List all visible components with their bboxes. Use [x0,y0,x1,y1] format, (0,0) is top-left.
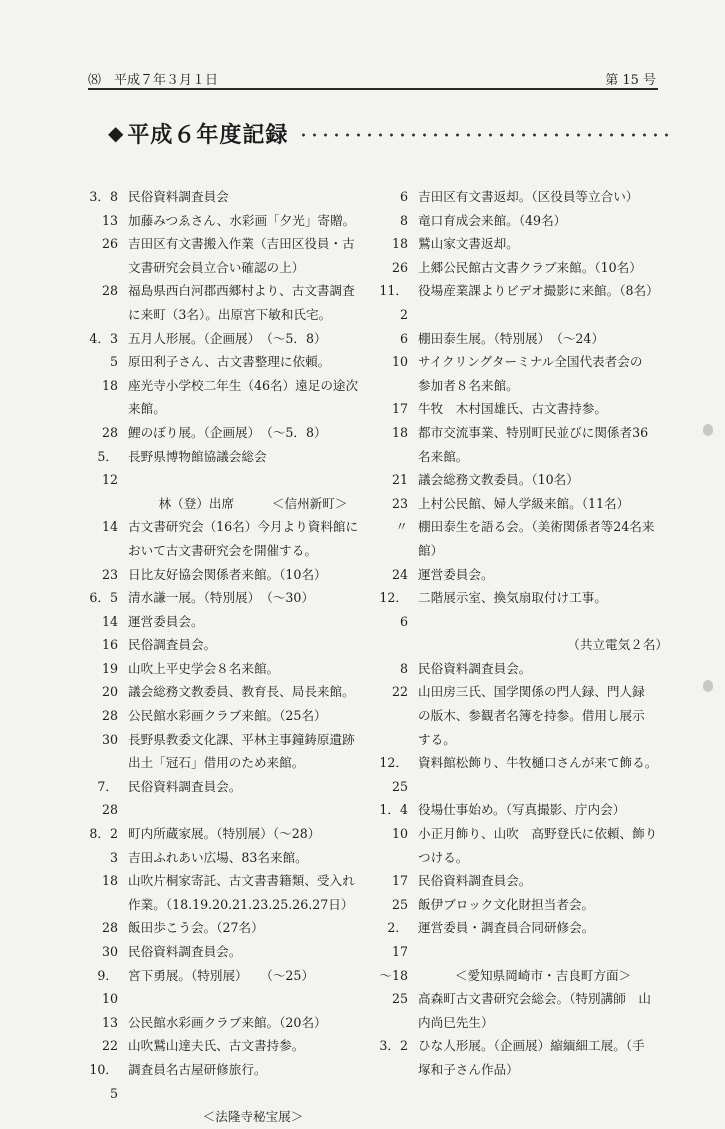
entry-text: 民俗資料調査員会。 [418,660,532,676]
entry-text: ＜愛知県岡崎市・吉良町方面＞ [454,967,632,983]
entry-date [378,1011,418,1035]
entry-date [378,846,418,870]
entry-date [378,539,418,563]
binding-hole [703,680,713,692]
entry-text: ひな人形展。（企画展）縮緬細工展。（手 [418,1038,645,1054]
record-row [88,303,378,327]
entry-date [378,704,418,728]
entry-text: 吉田区有文書搬入作業（吉田区役員・古 [128,236,355,252]
record-row [88,869,378,893]
entry-date: 26 [391,259,408,275]
record-row [378,327,668,351]
entry-date [88,256,128,280]
record-row [378,515,668,539]
entry-date: 24 [391,566,408,582]
record-row [88,539,378,563]
entry-text: 運営委員会。 [128,613,204,629]
record-row [88,397,378,421]
record-row [88,327,378,351]
entry-text: 棚田泰生を語る会。（美術関係者等24名来 [418,519,655,535]
record-row [88,775,378,822]
entry-date: 25 [391,991,408,1007]
entry-date: 19 [101,660,118,676]
record-row [88,563,378,587]
entry-date: 14 [101,519,118,535]
entry-text: 山吹片桐家寄託、古文書書籍類、受入れ [128,873,355,889]
record-row [88,1105,378,1129]
entry-date: 2．17 [387,920,408,959]
entry-date [88,492,128,516]
entry-date [88,539,128,563]
record-row [378,893,668,917]
entry-date: 6．5 [89,590,118,606]
record-row [378,563,668,587]
section-title-text: 平成６年度記録 [127,121,289,148]
entry-date: 8 [399,660,408,676]
entry-date: 30 [101,944,118,959]
entry-text: 長野県教委文化課、平林主事鐘鋳原遺跡 [128,731,355,747]
record-row [88,633,378,657]
record-row [88,185,378,209]
entry-date: 11．2 [379,283,408,322]
diamond-bullet-icon: ◆ [108,121,124,145]
entry-date: 14 [101,613,118,629]
entry-text: 名来館。 [418,448,469,464]
entry-text: 原田利子さん、古文書整理に依頼。 [128,354,331,370]
record-row [88,916,378,940]
entry-text: 吉田ふれあい広場、83名来館。 [128,849,308,865]
record-row [378,232,668,256]
record-row [378,869,668,893]
record-row [378,633,668,657]
entry-date: 16 [101,637,118,653]
entry-date [378,445,418,469]
entry-text: 福島県西白河郡西郷村より、古文書調査 [128,283,355,299]
entry-date [378,728,418,752]
entry-date: 8．2 [89,826,118,842]
record-row [378,185,668,209]
entry-text: 清水謙一展。（特別展） （～30） [128,590,315,606]
entry-date: 30 [101,731,118,747]
entry-date: 23 [391,495,408,511]
entry-text: 来館。 [128,401,166,417]
record-row [88,586,378,610]
record-row [378,751,668,798]
record-row [88,445,378,492]
entry-date: 22 [101,1038,118,1054]
entry-text: 宮下勇展。（特別展） （～25） [128,967,315,983]
record-row [88,680,378,704]
entry-date: 18 [391,424,408,440]
entry-text: 資料館松飾り、牛牧樋口さんが来て飾る。 [418,755,658,771]
entry-date: 5．12 [97,448,118,488]
entry-date [378,633,418,657]
entry-date: 12．25 [379,755,408,794]
record-row [378,704,668,728]
entry-date: 8 [399,212,408,228]
record-column-right [378,185,668,1082]
entry-text: 上村公民館、婦人学級来館。（11名） [418,495,630,511]
entry-text: 町内所蔵家展。（特別展）（～28） [128,826,321,842]
entry-text: の版木、参観者名簿を持参。借用し展示 [418,708,645,724]
entry-date: 26 [101,236,118,252]
record-row [88,1011,378,1035]
entry-date: 3 [109,849,118,865]
record-row [378,798,668,822]
entry-text: 飯伊ブロック文化財担当者会。 [418,896,595,912]
entry-date: 6 [399,189,408,204]
record-row [378,256,668,280]
record-row [378,1058,668,1082]
entry-date [88,303,128,327]
entry-text: 民俗資料調査員会。 [418,873,532,889]
entry-date: 10 [391,826,408,842]
record-row [378,728,668,752]
entry-text: する。 [418,731,456,747]
entry-text: 牛牧 木村国雄氏、古文書持参。 [418,401,607,417]
entry-text: 山吹上平史学会８名来館。 [128,660,280,676]
record-row [378,279,668,326]
entry-text: 議会総務文教委員、教育長、局長来館。 [128,684,355,700]
record-row [88,279,378,303]
entry-date [88,751,128,775]
record-row [378,374,668,398]
entry-text: 調査員名古屋研修旅行。 [128,1061,267,1077]
entry-date: 13 [101,212,118,228]
entry-text: 民俗調査員会。 [128,637,217,653]
entry-date: 28 [101,920,118,936]
entry-date: 20 [101,684,118,700]
entry-text: 民俗資料調査員会。 [128,944,242,959]
entry-date: 18 [391,236,408,252]
entry-text: 高森町古文書研究会総会。（特別講師 山 [418,991,651,1007]
entry-date: 22 [391,684,408,700]
entry-text: 議会総務文教委員。（10名） [418,472,579,488]
record-row [88,940,378,964]
entry-text: 飯田歩こう会。（27名） [128,920,264,936]
entry-text: 役場仕事始め。（写真撮影、庁内会） [418,802,626,818]
entry-text: 五月人形展。（企画展） （～5．8） [128,330,327,346]
record-row [88,728,378,752]
entry-date: 3．2 [379,1038,408,1054]
entry-text: 鯉のぼり展。（企画展） （～5．8） [128,424,327,440]
entry-text: おいて古文書研究会を開催する。 [128,542,317,558]
entry-date: 23 [101,566,118,582]
entry-date: 17 [391,401,408,417]
entry-text: 文書研究会員立合い確認の上） [128,259,305,275]
entry-date: 〃 [395,519,408,535]
entry-date [378,1058,418,1082]
record-row [378,846,668,870]
entry-date: 6 [399,330,408,346]
entry-date [378,374,418,398]
entry-text: 館） [418,542,444,558]
record-row [378,209,668,233]
entry-date: 28 [101,283,118,299]
entry-date: 4．3 [89,330,118,346]
entry-text: つける。 [418,849,469,865]
entry-text: 古文書研究会（16名）今月より資料館に [128,519,359,535]
entry-date: 28 [101,424,118,440]
entry-text: 日比友好協会関係者来館。（10名） [128,566,327,582]
entry-text: 出土「冠石」借用のため来館。 [128,755,305,771]
record-row [378,492,668,516]
entry-text: 民俗資料調査員会。 [128,778,242,794]
dotted-rule [298,130,668,140]
entry-text: 民俗資料調査員会 [128,189,229,204]
entry-text: 運営委員・調査員合同研修会。 [418,920,595,936]
record-row [88,822,378,846]
record-row [378,539,668,563]
record-row [88,657,378,681]
record-row [378,1034,668,1058]
entry-text: 山吹鷲山達夫氏、古文書持参。 [128,1038,305,1054]
entry-date: 28 [101,708,118,724]
record-row [88,515,378,539]
record-row [378,680,668,704]
entry-date: 25 [391,896,408,912]
entry-date: 3．8 [89,189,118,204]
entry-date [88,397,128,421]
entry-text: 竜口育成会来館。（49名） [418,212,567,228]
entry-date: 12．6 [379,590,408,629]
record-row [378,657,668,681]
entry-text: 都市交流事業、特別町民並びに関係者36 [418,424,649,440]
entry-text: 塚和子さん作品） [418,1061,519,1077]
binding-hole [703,424,713,436]
record-row [378,421,668,445]
entry-text: 鷲山家文書返却。 [418,236,519,252]
entry-text: 吉田区有文書返却。（区役員等立合い） [418,189,639,204]
record-row [378,964,668,988]
page-header [88,66,658,90]
entry-text: ＜法隆寺秘宝展＞ [202,1109,304,1125]
record-row [88,492,378,516]
record-column-left [88,185,378,1129]
entry-date: 21 [391,472,408,488]
record-row [378,1011,668,1035]
entry-text: 長野県博物館協議会総会 [128,448,267,464]
entry-date [88,1105,128,1129]
record-row [378,445,668,469]
record-row [378,350,668,374]
section-title [108,116,668,150]
entry-text: 上郷公民館古文書クラブ来館。（10名） [418,259,642,275]
record-row [88,1058,378,1105]
entry-date: 9．10 [97,967,118,1007]
entry-date: 18 [101,377,118,393]
entry-date: 10．5 [89,1061,118,1101]
record-row [88,846,378,870]
entry-text: 小正月飾り、山吹 高野登氏に依頼、飾り [418,826,658,842]
entry-text: 棚田泰生展。（特別展） （～24） [418,330,605,346]
entry-date: ～18 [379,967,408,983]
record-row [88,421,378,445]
entry-text: 役場産業課よりビデオ撮影に来館。（8名） [418,283,659,299]
entry-text: 加藤みつゑさん、水彩画「夕光」寄贈。 [128,212,356,228]
record-row [88,256,378,280]
entry-date: 1．4 [379,802,408,818]
entry-text: 参加者８名来館。 [418,377,519,393]
record-row [88,751,378,775]
entry-text: 作業。（18.19.20.21.23.25.26.27日） [128,896,354,912]
entry-text: に来町（3名）。出原宮下敏和氏宅。 [128,306,332,322]
issue-number: 第 15 号 [605,73,656,88]
entry-date: 17 [391,873,408,889]
record-row [88,232,378,256]
entry-text: 二階展示室、換気扇取付け工事。 [418,590,607,606]
record-row [378,397,668,421]
issue-date: ⑻ 平成７年３月１日 [88,73,219,88]
record-row [378,822,668,846]
entry-date: 13 [101,1014,118,1030]
record-row [378,586,668,633]
record-row [88,374,378,398]
entry-text: 運営委員会。 [418,566,494,582]
entry-text: 公民館水彩画クラブ来館。（25名） [128,708,327,724]
entry-text: サイクリングターミナル全国代表者会の [418,354,643,370]
entry-text: 山田房三氏、国学関係の門人録、門人録 [418,684,645,700]
entry-date: 7．28 [97,778,118,818]
entry-date: 5 [109,354,118,370]
entry-date: 18 [101,873,118,889]
record-row [378,916,668,963]
record-row [378,987,668,1011]
record-row [88,704,378,728]
record-row [88,350,378,374]
entry-text: 内尚巳先生） [418,1014,494,1030]
record-row [378,468,668,492]
entry-date [88,893,128,917]
record-row [88,964,378,1011]
entry-text: 座光寺小学校二年生（46名）遠足の途次 [128,377,359,393]
entry-text: 公民館水彩画クラブ来館。（20名） [128,1014,327,1030]
entry-date: 10 [391,354,408,370]
record-row [88,1034,378,1058]
entry-text: （共立電気２名） [567,637,668,653]
record-row [88,893,378,917]
record-row [88,209,378,233]
entry-text: 林（登）出席 ＜信州新町＞ [158,495,348,511]
record-row [88,610,378,634]
